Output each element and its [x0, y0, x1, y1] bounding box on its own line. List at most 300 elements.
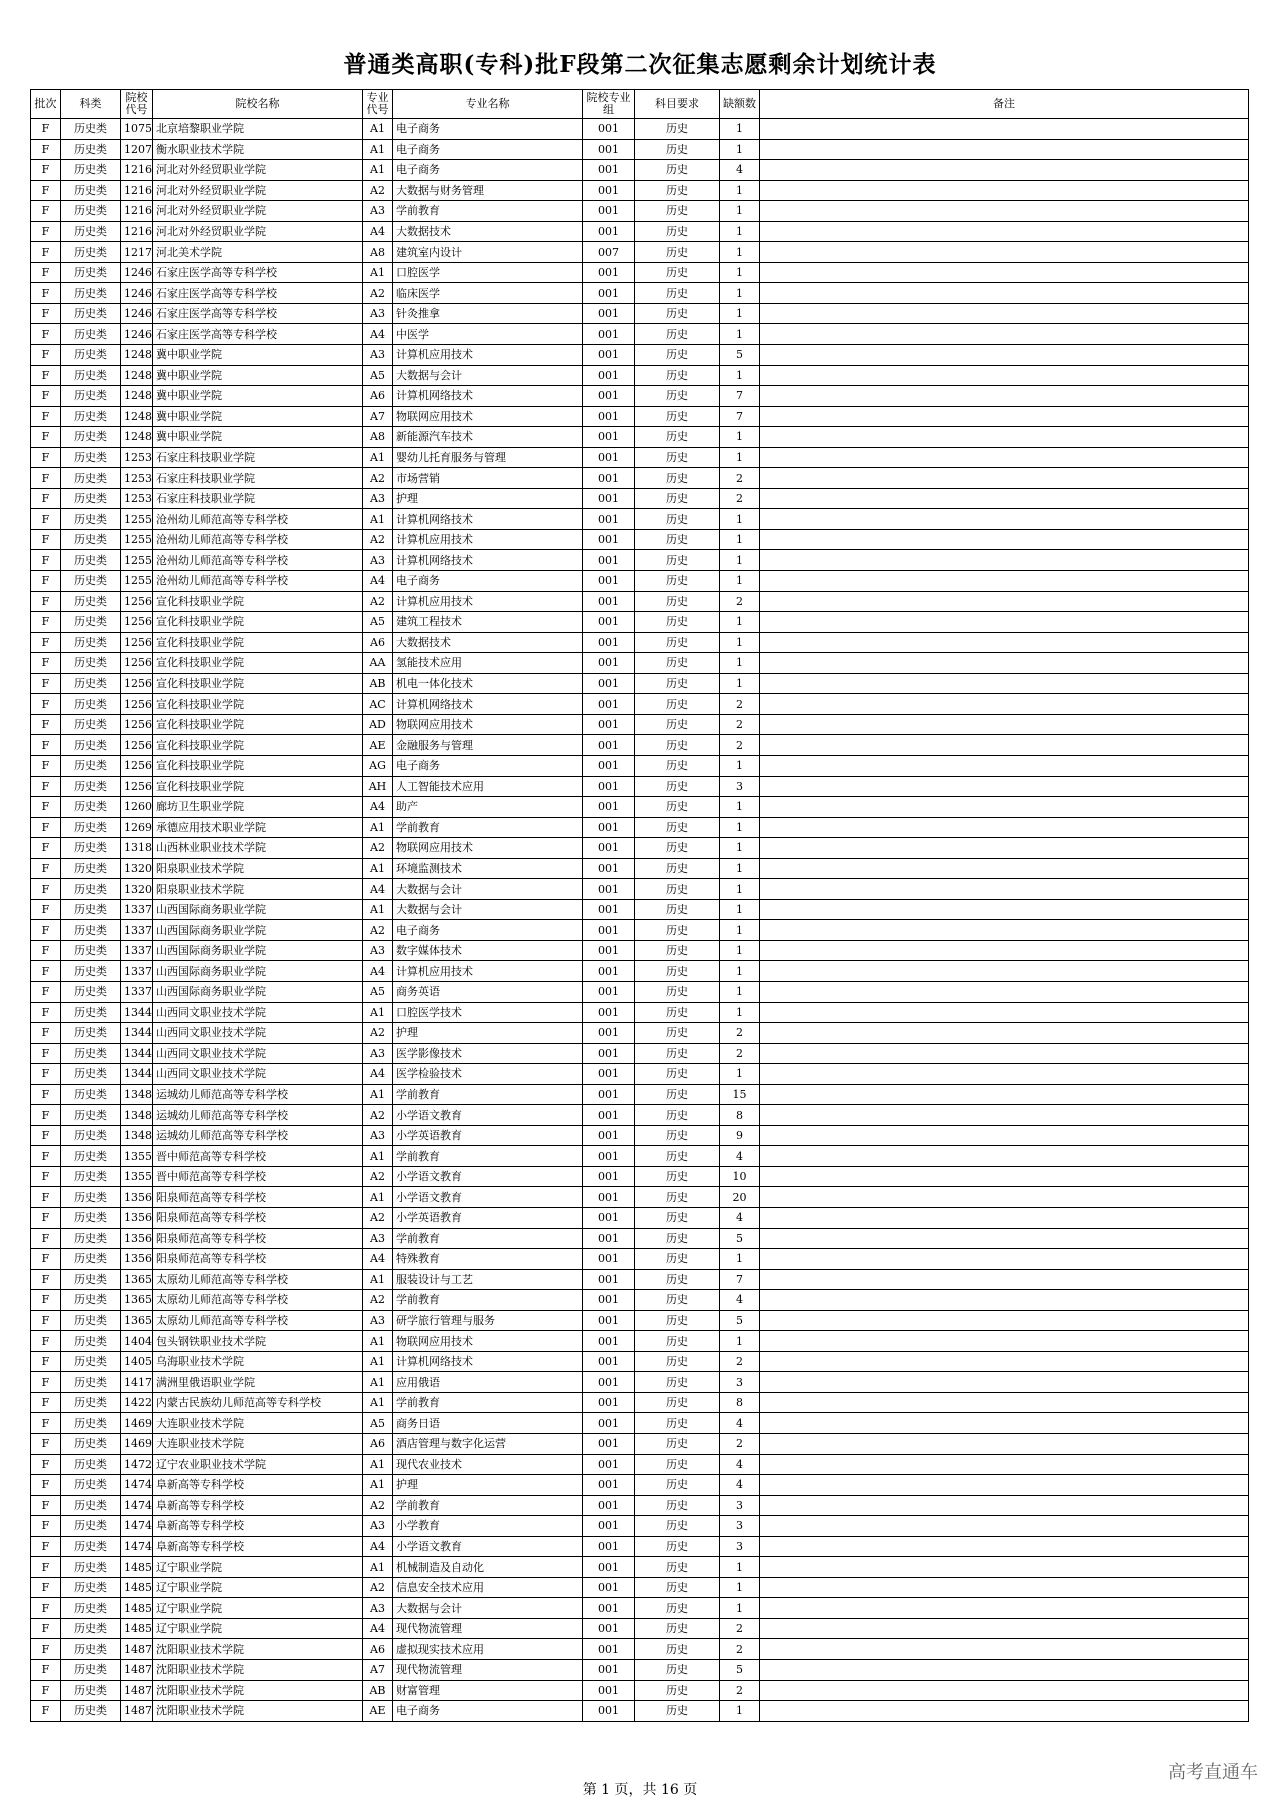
table-row: [31, 653, 1249, 674]
cell-remark: [760, 447, 1249, 468]
cell-remark: [760, 242, 1249, 263]
cell-school-name: 运城幼儿师范高等专科学校: [153, 1084, 363, 1105]
cell-school-name: 河北美术学院: [153, 242, 363, 263]
cell-school-code: 1487: [121, 1701, 153, 1722]
cell-major-code: A1: [363, 899, 393, 920]
cell-major-code: A1: [363, 1372, 393, 1393]
cell-school-name: 阳泉师范高等专科学校: [153, 1207, 363, 1228]
cell-group: 001: [583, 1249, 635, 1270]
cell-category: 历史类: [61, 180, 121, 201]
cell-category: 历史类: [61, 920, 121, 941]
cell-subject: 历史: [635, 221, 720, 242]
cell-batch: F: [31, 1228, 61, 1249]
cell-school-code: 1253: [121, 468, 153, 489]
table-row: [31, 673, 1249, 694]
cell-major-code: A4: [363, 1536, 393, 1557]
cell-vacancy: 4: [720, 1290, 760, 1311]
cell-major-name: 大数据与会计: [393, 899, 583, 920]
cell-vacancy: 2: [720, 1043, 760, 1064]
cell-major-code: A5: [363, 1413, 393, 1434]
cell-school-code: 1485: [121, 1598, 153, 1619]
cell-vacancy: 9: [720, 1125, 760, 1146]
cell-major-name: 学前教育: [393, 1392, 583, 1413]
cell-major-code: A2: [363, 1577, 393, 1598]
cell-major-code: A2: [363, 920, 393, 941]
cell-major-code: A3: [363, 1125, 393, 1146]
cell-major-code: A3: [363, 550, 393, 571]
cell-school-code: 1337: [121, 920, 153, 941]
cell-major-code: A3: [363, 1516, 393, 1537]
cell-category: 历史类: [61, 940, 121, 961]
page-title: 普通类高职(专科)批F段第二次征集志愿剩余计划统计表: [343, 51, 937, 78]
cell-remark: [760, 1249, 1249, 1270]
cell-school-name: 阜新高等专科学校: [153, 1495, 363, 1516]
cell-batch: F: [31, 817, 61, 838]
cell-vacancy: 4: [720, 1475, 760, 1496]
cell-category: 历史类: [61, 961, 121, 982]
cell-school-code: 1246: [121, 303, 153, 324]
cell-category: 历史类: [61, 673, 121, 694]
table-row: [31, 468, 1249, 489]
cell-school-code: 1337: [121, 961, 153, 982]
cell-remark: [760, 1680, 1249, 1701]
cell-batch: F: [31, 879, 61, 900]
cell-school-code: 1344: [121, 1043, 153, 1064]
cell-major-code: A5: [363, 981, 393, 1002]
cell-batch: F: [31, 1249, 61, 1270]
cell-subject: 历史: [635, 1701, 720, 1722]
cell-subject: 历史: [635, 303, 720, 324]
cell-school-name: 阜新高等专科学校: [153, 1516, 363, 1537]
cell-category: 历史类: [61, 632, 121, 653]
cell-subject: 历史: [635, 1680, 720, 1701]
cell-category: 历史类: [61, 1577, 121, 1598]
cell-subject: 历史: [635, 1002, 720, 1023]
cell-group: 001: [583, 1146, 635, 1167]
cell-vacancy: 1: [720, 303, 760, 324]
cell-category: 历史类: [61, 1372, 121, 1393]
cell-category: 历史类: [61, 612, 121, 633]
cell-major-name: 人工智能技术应用: [393, 776, 583, 797]
cell-vacancy: 1: [720, 838, 760, 859]
cell-vacancy: 1: [720, 365, 760, 386]
cell-vacancy: 1: [720, 1598, 760, 1619]
cell-school-code: 1485: [121, 1577, 153, 1598]
cell-group: 001: [583, 920, 635, 941]
cell-category: 历史类: [61, 160, 121, 181]
cell-subject: 历史: [635, 694, 720, 715]
table-row: [31, 899, 1249, 920]
cell-major-name: 中医学: [393, 324, 583, 345]
cell-major-name: 医学检验技术: [393, 1064, 583, 1085]
cell-school-name: 衡水职业技术学院: [153, 139, 363, 160]
cell-vacancy: 1: [720, 817, 760, 838]
cell-vacancy: 1: [720, 920, 760, 941]
cell-subject: 历史: [635, 283, 720, 304]
cell-major-name: 建筑工程技术: [393, 612, 583, 633]
cell-major-name: 护理: [393, 488, 583, 509]
cell-vacancy: 10: [720, 1166, 760, 1187]
cell-vacancy: 1: [720, 119, 760, 140]
cell-category: 历史类: [61, 529, 121, 550]
header-batch: 批次: [31, 90, 61, 119]
cell-major-name: 服装设计与工艺: [393, 1269, 583, 1290]
cell-major-name: 新能源汽车技术: [393, 427, 583, 448]
cell-school-name: 北京培黎职业学院: [153, 119, 363, 140]
cell-school-name: 宣化科技职业学院: [153, 653, 363, 674]
cell-remark: [760, 940, 1249, 961]
cell-major-name: 环境监测技术: [393, 858, 583, 879]
cell-school-code: 1253: [121, 488, 153, 509]
cell-group: 001: [583, 591, 635, 612]
cell-remark: [760, 920, 1249, 941]
cell-school-code: 1356: [121, 1187, 153, 1208]
cell-category: 历史类: [61, 1084, 121, 1105]
cell-subject: 历史: [635, 1475, 720, 1496]
cell-category: 历史类: [61, 899, 121, 920]
cell-category: 历史类: [61, 1228, 121, 1249]
cell-vacancy: 4: [720, 1413, 760, 1434]
cell-vacancy: 8: [720, 1392, 760, 1413]
cell-school-name: 冀中职业学院: [153, 427, 363, 448]
cell-group: 001: [583, 940, 635, 961]
cell-batch: F: [31, 303, 61, 324]
cell-vacancy: 1: [720, 447, 760, 468]
cell-major-name: 学前教育: [393, 201, 583, 222]
cell-vacancy: 1: [720, 324, 760, 345]
cell-remark: [760, 673, 1249, 694]
cell-category: 历史类: [61, 879, 121, 900]
cell-school-code: 1246: [121, 324, 153, 345]
cell-category: 历史类: [61, 427, 121, 448]
cell-subject: 历史: [635, 1536, 720, 1557]
cell-school-name: 山西国际商务职业学院: [153, 899, 363, 920]
cell-school-code: 1356: [121, 1228, 153, 1249]
cell-group: 001: [583, 1516, 635, 1537]
table-row: [31, 961, 1249, 982]
cell-category: 历史类: [61, 139, 121, 160]
cell-major-code: A1: [363, 1392, 393, 1413]
cell-school-code: 1256: [121, 776, 153, 797]
cell-batch: F: [31, 899, 61, 920]
cell-school-code: 1216: [121, 180, 153, 201]
cell-vacancy: 3: [720, 776, 760, 797]
cell-major-name: 特殊教育: [393, 1249, 583, 1270]
cell-major-code: A3: [363, 345, 393, 366]
cell-school-code: 1253: [121, 447, 153, 468]
cell-school-code: 1207: [121, 139, 153, 160]
cell-remark: [760, 1043, 1249, 1064]
cell-school-code: 1337: [121, 981, 153, 1002]
cell-subject: 历史: [635, 1269, 720, 1290]
cell-school-code: 1474: [121, 1495, 153, 1516]
cell-vacancy: 1: [720, 139, 760, 160]
cell-school-name: 阳泉职业技术学院: [153, 858, 363, 879]
cell-school-name: 太原幼儿师范高等专科学校: [153, 1310, 363, 1331]
table-row: [31, 1084, 1249, 1105]
cell-major-code: A4: [363, 1064, 393, 1085]
cell-group: 001: [583, 1639, 635, 1660]
cell-subject: 历史: [635, 1166, 720, 1187]
cell-batch: F: [31, 119, 61, 140]
cell-school-code: 1256: [121, 735, 153, 756]
cell-batch: F: [31, 714, 61, 735]
cell-category: 历史类: [61, 201, 121, 222]
cell-major-code: A1: [363, 1331, 393, 1352]
cell-category: 历史类: [61, 447, 121, 468]
cell-category: 历史类: [61, 1434, 121, 1455]
table-row: [31, 694, 1249, 715]
cell-vacancy: 1: [720, 1701, 760, 1722]
cell-major-name: 电子商务: [393, 119, 583, 140]
cell-vacancy: 20: [720, 1187, 760, 1208]
cell-school-name: 宣化科技职业学院: [153, 735, 363, 756]
cell-major-code: A1: [363, 509, 393, 530]
cell-batch: F: [31, 694, 61, 715]
cell-major-name: 助产: [393, 797, 583, 818]
cell-school-name: 石家庄科技职业学院: [153, 468, 363, 489]
cell-group: 001: [583, 1495, 635, 1516]
cell-school-code: 1255: [121, 509, 153, 530]
cell-major-code: A5: [363, 612, 393, 633]
cell-school-code: 1256: [121, 755, 153, 776]
cell-school-name: 山西同文职业技术学院: [153, 1064, 363, 1085]
header-subject: 科目要求: [635, 90, 720, 119]
cell-school-code: 1260: [121, 797, 153, 818]
table-row: [31, 1331, 1249, 1352]
cell-major-name: 电子商务: [393, 1701, 583, 1722]
table-row: [31, 1166, 1249, 1187]
cell-batch: F: [31, 1516, 61, 1537]
table-row: [31, 632, 1249, 653]
cell-major-code: A3: [363, 201, 393, 222]
cell-school-name: 石家庄科技职业学院: [153, 488, 363, 509]
cell-school-name: 辽宁职业学院: [153, 1618, 363, 1639]
cell-school-name: 宣化科技职业学院: [153, 714, 363, 735]
cell-group: 001: [583, 838, 635, 859]
cell-school-name: 石家庄科技职业学院: [153, 447, 363, 468]
table-row: [31, 591, 1249, 612]
cell-batch: F: [31, 1372, 61, 1393]
cell-remark: [760, 714, 1249, 735]
table-row: [31, 735, 1249, 756]
cell-remark: [760, 797, 1249, 818]
cell-subject: 历史: [635, 365, 720, 386]
cell-major-code: A7: [363, 406, 393, 427]
cell-group: 001: [583, 1125, 635, 1146]
cell-subject: 历史: [635, 1228, 720, 1249]
cell-subject: 历史: [635, 1084, 720, 1105]
cell-batch: F: [31, 1495, 61, 1516]
cell-group: 001: [583, 1084, 635, 1105]
cell-batch: F: [31, 1392, 61, 1413]
cell-major-name: 口腔医学: [393, 262, 583, 283]
cell-batch: F: [31, 139, 61, 160]
cell-batch: F: [31, 1680, 61, 1701]
cell-vacancy: 1: [720, 1249, 760, 1270]
cell-school-name: 冀中职业学院: [153, 386, 363, 407]
cell-vacancy: 2: [720, 694, 760, 715]
cell-category: 历史类: [61, 1310, 121, 1331]
cell-batch: F: [31, 488, 61, 509]
cell-category: 历史类: [61, 283, 121, 304]
cell-school-name: 运城幼儿师范高等专科学校: [153, 1105, 363, 1126]
cell-subject: 历史: [635, 653, 720, 674]
cell-vacancy: 4: [720, 160, 760, 181]
cell-remark: [760, 981, 1249, 1002]
cell-major-name: 商务英语: [393, 981, 583, 1002]
table-row: [31, 1434, 1249, 1455]
cell-school-code: 1256: [121, 673, 153, 694]
cell-group: 001: [583, 221, 635, 242]
cell-major-name: 小学英语教育: [393, 1207, 583, 1228]
cell-major-name: 大数据与会计: [393, 879, 583, 900]
cell-category: 历史类: [61, 365, 121, 386]
header-group: 院校专业组: [583, 90, 635, 119]
cell-school-code: 1337: [121, 899, 153, 920]
cell-subject: 历史: [635, 1516, 720, 1537]
table-row: [31, 1475, 1249, 1496]
cell-group: 001: [583, 1166, 635, 1187]
cell-subject: 历史: [635, 468, 720, 489]
cell-remark: [760, 653, 1249, 674]
cell-school-code: 1365: [121, 1310, 153, 1331]
table-row: [31, 1043, 1249, 1064]
table-row: [31, 1310, 1249, 1331]
header-school-code: 院校代号: [121, 90, 153, 119]
cell-school-code: 1320: [121, 858, 153, 879]
table-row: [31, 1392, 1249, 1413]
cell-group: 001: [583, 365, 635, 386]
cell-batch: F: [31, 797, 61, 818]
cell-subject: 历史: [635, 1392, 720, 1413]
cell-major-name: 计算机网络技术: [393, 386, 583, 407]
cell-batch: F: [31, 1043, 61, 1064]
cell-school-name: 山西国际商务职业学院: [153, 981, 363, 1002]
cell-subject: 历史: [635, 1454, 720, 1475]
cell-group: 001: [583, 1105, 635, 1126]
cell-remark: [760, 1207, 1249, 1228]
cell-remark: [760, 1413, 1249, 1434]
table-row: [31, 1454, 1249, 1475]
table-row: [31, 1064, 1249, 1085]
cell-subject: 历史: [635, 345, 720, 366]
cell-major-name: 小学语文教育: [393, 1187, 583, 1208]
cell-school-name: 山西林业职业技术学院: [153, 838, 363, 859]
cell-category: 历史类: [61, 488, 121, 509]
cell-major-name: 虚拟现实技术应用: [393, 1639, 583, 1660]
cell-major-code: A6: [363, 1639, 393, 1660]
table-row: [31, 838, 1249, 859]
cell-subject: 历史: [635, 714, 720, 735]
table-row: [31, 139, 1249, 160]
cell-batch: F: [31, 858, 61, 879]
cell-batch: F: [31, 509, 61, 530]
cell-major-code: A1: [363, 1557, 393, 1578]
cell-group: 001: [583, 755, 635, 776]
cell-major-name: 大数据技术: [393, 221, 583, 242]
cell-major-name: 学前教育: [393, 1146, 583, 1167]
cell-category: 历史类: [61, 1618, 121, 1639]
cell-vacancy: 2: [720, 1023, 760, 1044]
cell-remark: [760, 119, 1249, 140]
cell-school-code: 1269: [121, 817, 153, 838]
cell-school-code: 1485: [121, 1557, 153, 1578]
cell-school-name: 太原幼儿师范高等专科学校: [153, 1269, 363, 1290]
table-row: [31, 119, 1249, 140]
cell-school-code: 1255: [121, 571, 153, 592]
cell-school-name: 阳泉职业技术学院: [153, 879, 363, 900]
cell-major-code: A6: [363, 632, 393, 653]
cell-group: 001: [583, 406, 635, 427]
cell-subject: 历史: [635, 119, 720, 140]
cell-vacancy: 1: [720, 201, 760, 222]
cell-major-code: A1: [363, 447, 393, 468]
cell-vacancy: 2: [720, 591, 760, 612]
cell-school-code: 1365: [121, 1290, 153, 1311]
table-row: [31, 612, 1249, 633]
cell-remark: [760, 1187, 1249, 1208]
cell-major-name: 大数据与会计: [393, 365, 583, 386]
cell-batch: F: [31, 571, 61, 592]
cell-school-name: 河北对外经贸职业学院: [153, 160, 363, 181]
cell-group: 001: [583, 981, 635, 1002]
cell-category: 历史类: [61, 653, 121, 674]
cell-major-code: A8: [363, 427, 393, 448]
cell-remark: [760, 694, 1249, 715]
cell-school-code: 1256: [121, 591, 153, 612]
cell-subject: 历史: [635, 838, 720, 859]
cell-group: 001: [583, 694, 635, 715]
cell-batch: F: [31, 324, 61, 345]
cell-major-code: A1: [363, 139, 393, 160]
cell-major-code: A2: [363, 1166, 393, 1187]
table-row: [31, 1598, 1249, 1619]
cell-major-code: AB: [363, 1680, 393, 1701]
cell-school-name: 宣化科技职业学院: [153, 612, 363, 633]
cell-batch: F: [31, 1290, 61, 1311]
cell-school-code: 1337: [121, 940, 153, 961]
cell-school-name: 山西同文职业技术学院: [153, 1043, 363, 1064]
cell-group: 001: [583, 1372, 635, 1393]
watermark: 高考直通车: [1168, 1762, 1258, 1783]
cell-batch: F: [31, 1598, 61, 1619]
cell-subject: 历史: [635, 1105, 720, 1126]
cell-vacancy: 2: [720, 735, 760, 756]
cell-group: 001: [583, 1475, 635, 1496]
plan-table: [30, 89, 1249, 1722]
cell-batch: F: [31, 1023, 61, 1044]
cell-major-code: A2: [363, 838, 393, 859]
cell-school-code: 1348: [121, 1105, 153, 1126]
cell-school-name: 阜新高等专科学校: [153, 1475, 363, 1496]
cell-group: 001: [583, 1680, 635, 1701]
cell-major-code: A1: [363, 1146, 393, 1167]
cell-subject: 历史: [635, 262, 720, 283]
cell-group: 001: [583, 1413, 635, 1434]
cell-school-code: 1474: [121, 1516, 153, 1537]
cell-batch: F: [31, 1146, 61, 1167]
cell-major-name: 护理: [393, 1023, 583, 1044]
cell-remark: [760, 1146, 1249, 1167]
cell-school-name: 承德应用技术职业学院: [153, 817, 363, 838]
cell-vacancy: 7: [720, 386, 760, 407]
cell-batch: F: [31, 160, 61, 181]
cell-school-name: 沧州幼儿师范高等专科学校: [153, 529, 363, 550]
cell-group: 001: [583, 1392, 635, 1413]
cell-school-code: 1075: [121, 119, 153, 140]
cell-school-code: 1487: [121, 1639, 153, 1660]
